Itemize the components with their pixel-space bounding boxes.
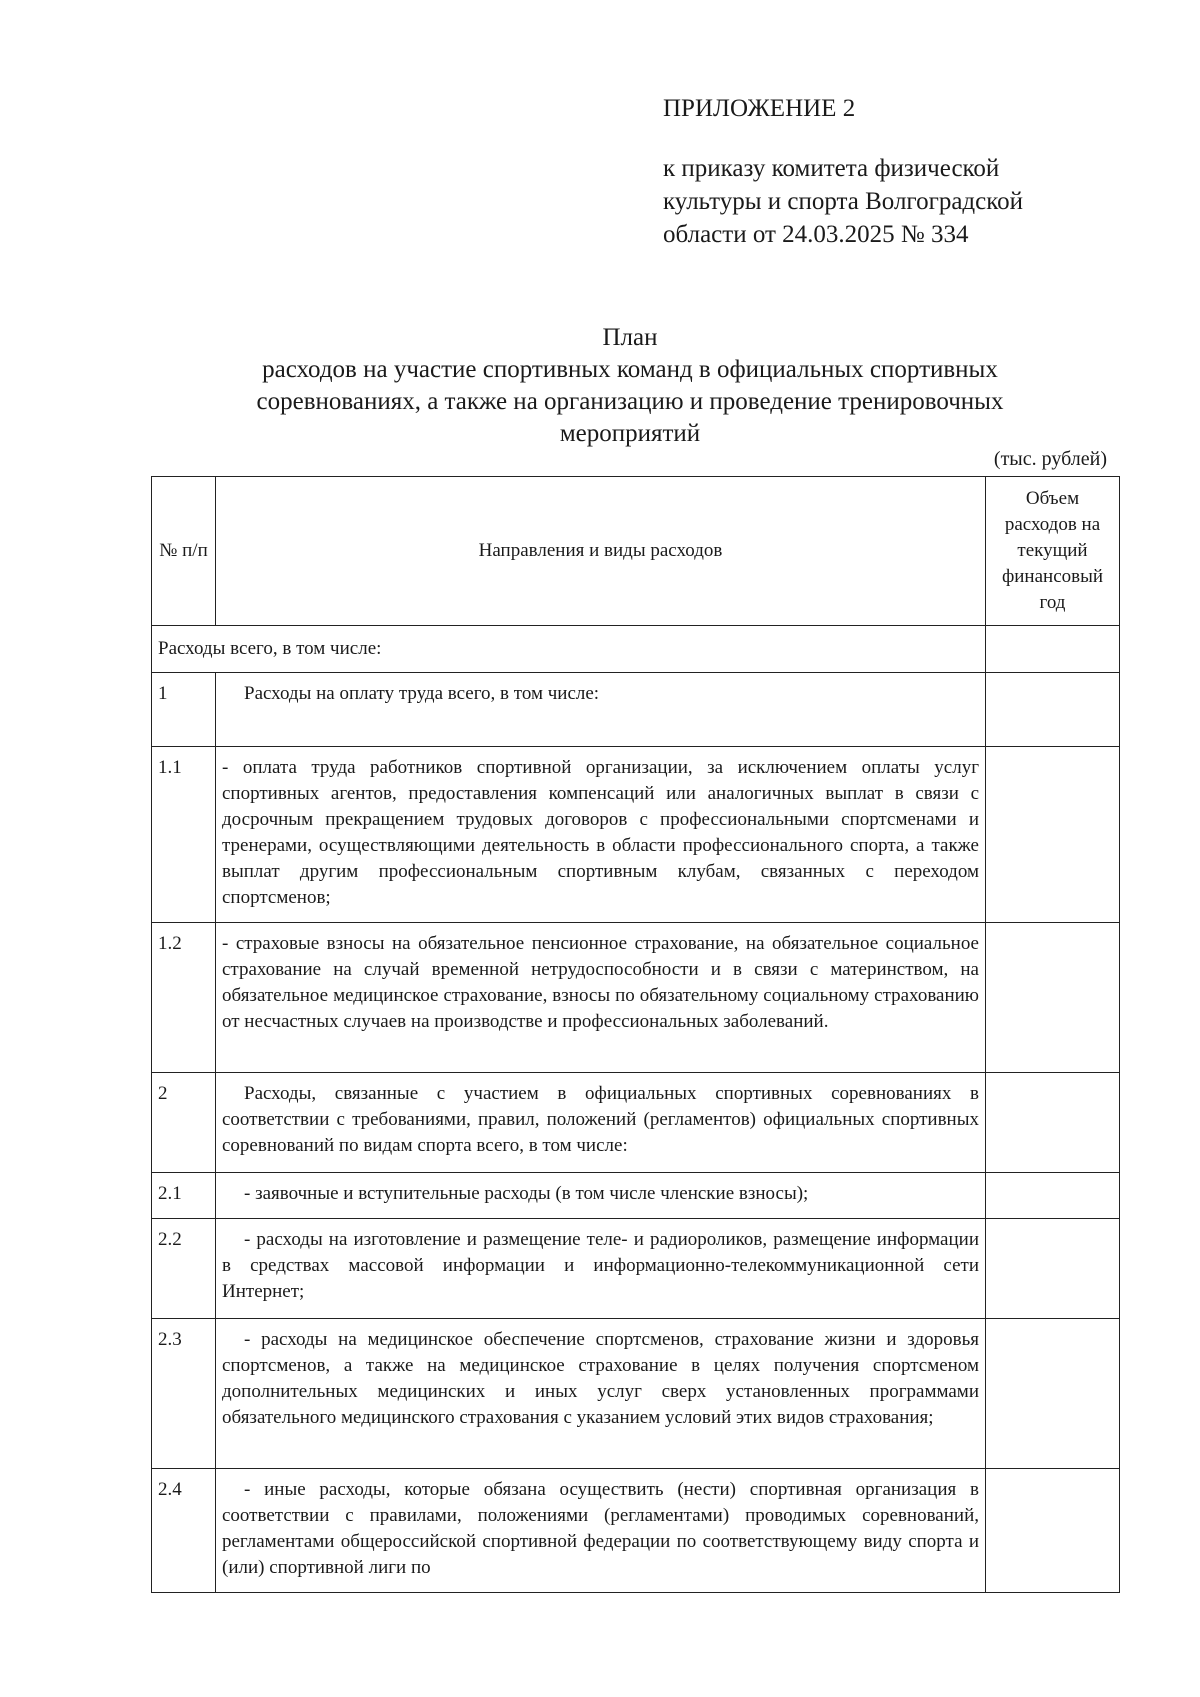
table-header-row: [152, 477, 1120, 626]
order-reference: [663, 152, 1023, 251]
row-text: Расходы, связанные с участием в официальных спортивных соревнованиях в соответствии с требованиями, правил, положений (регламентов) официальных спортивных соревнований по видам спорта всего, в том числе:: [216, 1073, 986, 1173]
table-row: [152, 1469, 1120, 1593]
row-text: - расходы на изготовление и размещение теле- и радиороликов, размещение информации в средствах массовой информации и информационно-телекоммуникационной сети Интернет;: [216, 1219, 986, 1319]
header-number: № п/п: [152, 477, 216, 626]
value-cell: [986, 626, 1120, 673]
table-row: [152, 1073, 1120, 1173]
total-label: Расходы всего, в том числе:: [152, 626, 986, 673]
plan-title-line: расходов на участие спортивных команд в официальных спортивных: [262, 356, 998, 383]
header-direction: Направления и виды расходов: [216, 477, 986, 626]
value-cell: [986, 1319, 1120, 1469]
plan-title-line: мероприятий: [559, 420, 701, 447]
value-cell: [986, 673, 1120, 747]
order-ref-line: культуры и спорта Волгоградской: [663, 188, 1023, 215]
row-number: 2: [152, 1073, 216, 1173]
table-row: [152, 673, 1120, 747]
row-number: 2.3: [152, 1319, 216, 1469]
appendix-title: ПРИЛОЖЕНИЕ 2: [663, 95, 856, 122]
plan-title-line: План: [602, 324, 658, 351]
header-volume: Объем расходов на текущий финансовый год: [986, 477, 1120, 626]
row-number: 2.2: [152, 1219, 216, 1319]
table-row: [152, 1173, 1120, 1219]
row-text: - оплата труда работников спортивной организации, за исключением оплаты услуг спортивных агентов, предоставления компенсаций или аналогичных выплат в связи с досрочным прекращением трудовых договоров с профессиональными спортсменами и тренерами, осуществляющими деятельность в области профессионального спорта, а также выплат другим профессиональным спортивным клубам, связанных с переходом спортсменов;: [216, 747, 986, 923]
row-number: 2.1: [152, 1173, 216, 1219]
row-text: - страховые взносы на обязательное пенсионное страхование, на обязательное социальное страхование на случай временной нетрудоспособности и в связи с материнством, на обязательное медицинское страхование, взносы по обязательному социальному страхованию от несчастных случаев на производстве и профессиональных заболеваний.: [216, 923, 986, 1073]
table-row: [152, 1319, 1120, 1469]
row-number: 1: [152, 673, 216, 747]
row-text: - заявочные и вступительные расходы (в том числе членские взносы);: [216, 1173, 986, 1219]
row-number: 2.4: [152, 1469, 216, 1593]
table-row-total: [152, 626, 1120, 673]
value-cell: [986, 1073, 1120, 1173]
order-ref-line: области от 24.03.2025 № 334: [663, 221, 969, 248]
value-cell: [986, 1469, 1120, 1593]
row-text: - расходы на медицинское обеспечение спортсменов, страхование жизни и здоровья спортсменов, а также на медицинское страхование в целях получения спортсменом дополнительных медицинских и иных услуг сверх установленных программами обязательного медицинского страхования с указанием условий этих видов страхования;: [216, 1319, 986, 1469]
value-cell: [986, 923, 1120, 1073]
expenses-table: [151, 476, 1120, 1593]
appendix-block: [663, 92, 1023, 251]
table-row: [152, 923, 1120, 1073]
table-row: [152, 747, 1120, 923]
units-label: (тыс. рублей): [993, 448, 1107, 470]
value-cell: [986, 747, 1120, 923]
plan-title-line: соревнованиях, а также на организацию и проведение тренировочных: [256, 388, 1004, 415]
order-ref-line: к приказу комитета физической: [663, 155, 1000, 182]
row-text: Расходы на оплату труда всего, в том числе:: [216, 673, 986, 747]
row-number: 1.1: [152, 747, 216, 923]
value-cell: [986, 1173, 1120, 1219]
table-row: [152, 1219, 1120, 1319]
value-cell: [986, 1219, 1120, 1319]
row-text: - иные расходы, которые обязана осуществить (нести) спортивная организация в соответствии с правилами, положениями (регламентами) проводимых соревнований, регламентами общероссийской спортивной федерации по соответствующему виду спорта и (или) спортивной лиги по: [216, 1469, 986, 1593]
row-number: 1.2: [152, 923, 216, 1073]
plan-title: [150, 322, 1110, 450]
